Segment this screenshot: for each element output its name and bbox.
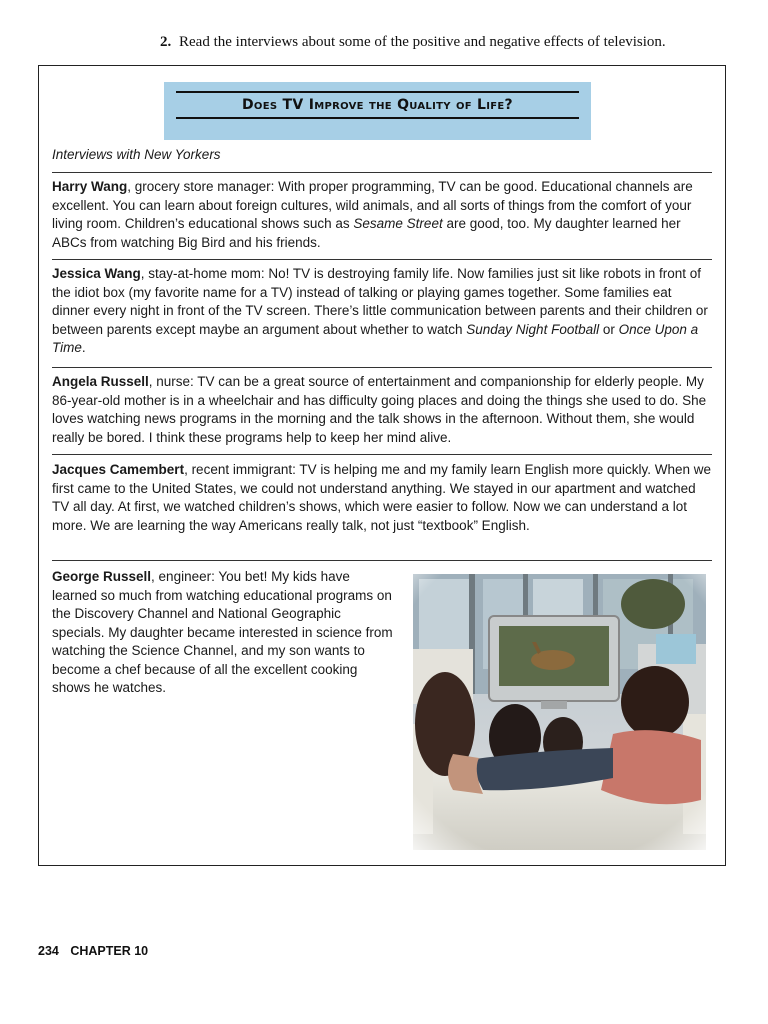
speaker-name: Jacques Camembert <box>52 462 185 477</box>
speaker-name: Harry Wang <box>52 179 128 194</box>
instruction-number: 2. <box>160 34 172 50</box>
interview-george-russell <box>52 568 397 698</box>
chapter-label: CHAPTER 10 <box>70 944 149 958</box>
page-number: 234 <box>38 944 59 958</box>
interview-text: or <box>599 321 619 337</box>
interview-jacques-camembert <box>52 461 712 535</box>
page-footer <box>38 944 148 958</box>
interview-text: , grocery store manager: With proper programming, TV can be good. Educational channels are excellent. You can learn about foreign cultures, wild animals, and all sorts of things from the comfort of your living room. Children’s educational shows such as <box>52 179 693 231</box>
speaker-name: Angela Russell <box>52 374 149 389</box>
article-title: Does TV Improve the Quality of Life? <box>242 97 513 113</box>
speaker-name: George Russell <box>52 569 152 584</box>
interview-angela-russell <box>52 373 712 447</box>
divider <box>52 454 712 455</box>
family-watching-tv-photo <box>413 574 706 850</box>
divider <box>52 367 712 368</box>
show-title: Once Upon a Time <box>52 321 699 355</box>
interview-text: , engineer: You bet! My kids have learned so much from watching educational programs on the Discovery Channel and National Geographic specials. My daughter became interested in science from watching the Science Channel, and my son wants to become a chef because of all the excellent cooking shows he watches. <box>52 569 393 695</box>
interview-text: , nurse: TV can be a great source of entertainment and companionship for elderly people. My 86-year-old mother is in a wheelchair and has difficulty going places and doing the things she used to do. She loves watching news programs in the morning and the talk shows in the afternoon. Without them, she would really be bored. I think these programs help to keep her mind alive. <box>52 374 707 445</box>
title-rule-bottom <box>176 117 579 119</box>
divider <box>52 172 712 173</box>
title-rule-top <box>176 91 579 93</box>
title-banner <box>164 82 591 140</box>
article-subtitle: Interviews with New Yorkers <box>52 147 221 162</box>
divider <box>52 560 712 561</box>
interview-harry-wang <box>52 178 712 252</box>
instruction-text: Read the interviews about some of the positive and negative effects of television. <box>179 34 666 50</box>
interview-text: . <box>81 340 86 355</box>
instruction <box>160 34 740 51</box>
article-box <box>38 65 726 866</box>
interview-jessica-wang <box>52 265 712 358</box>
divider <box>52 259 712 260</box>
speaker-name: Jessica Wang <box>52 266 141 281</box>
interview-text: are good, too. My daughter learned her ABCs from watching Big Bird and his friends. <box>52 216 681 250</box>
interview-text: , stay-at-home mom: No! TV is destroying family life. Now families just sit like robots in front of the idiot box (my favorite name for a TV) instead of talking or playing games together. Some families eat dinner every night in front of the TV screen. There’s little communication between parents and their children or between parents except maybe an argument about whether to watch <box>52 266 708 337</box>
interview-text: , recent immigrant: TV is helping me and my family learn English more quickly. When we first came to the United States, we could not understand anything. We stayed in our apartment and watched TV all day. At first, we watched children’s shows, which were easier to follow. Now we can understand a lot more. We are learning the way Americans really talk, not just “textbook” English. <box>52 462 712 533</box>
show-title: Sesame Street <box>353 216 443 231</box>
show-title: Sunday Night Football <box>466 321 600 337</box>
